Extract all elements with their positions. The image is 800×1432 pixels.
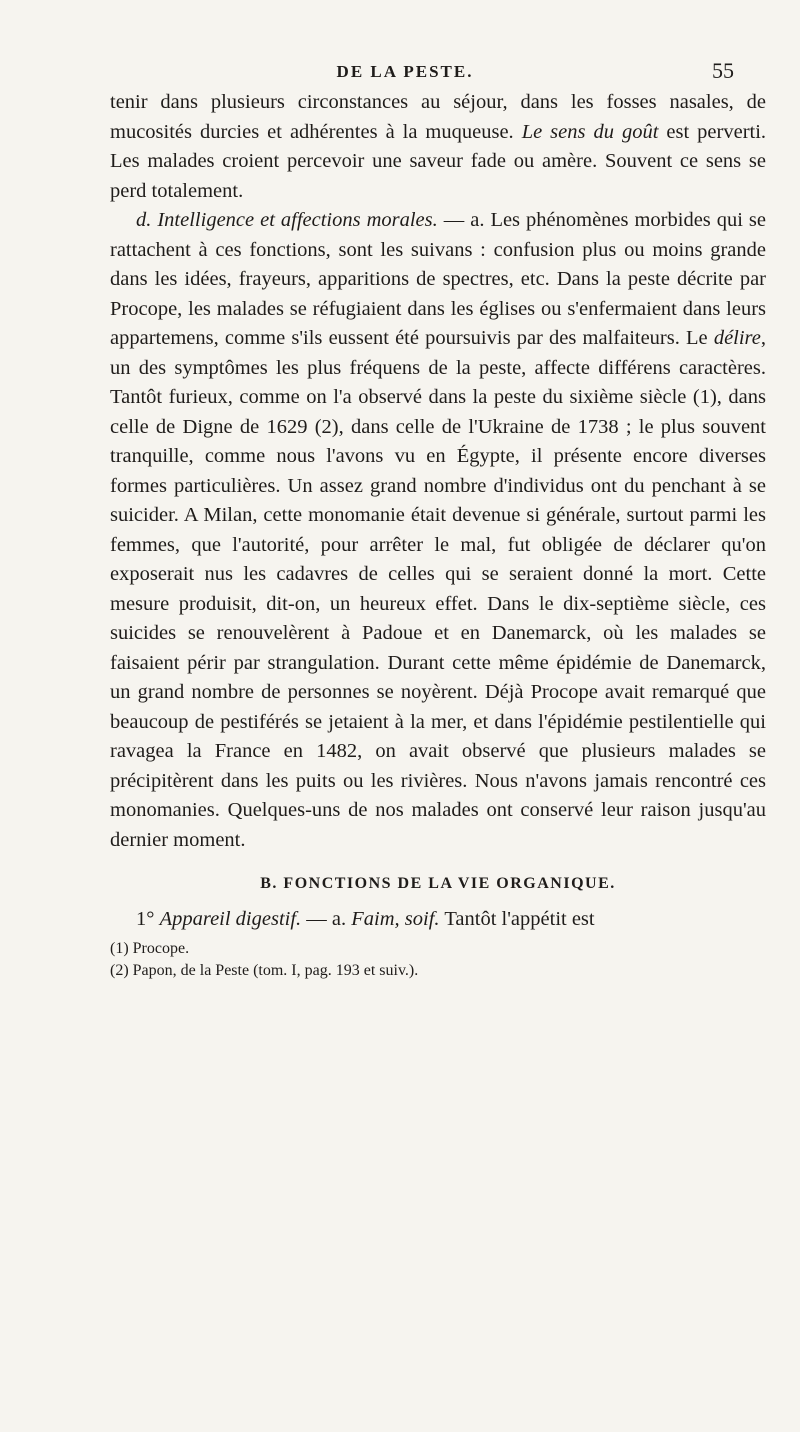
footnotes bbox=[110, 938, 766, 982]
paragraph-text: est perverti. Les malades croient percevoir une saveur fade ou amère. Souvent ce sens se perd totalement. bbox=[110, 120, 767, 202]
body-text bbox=[110, 88, 766, 982]
section-heading: B. FONCTIONS DE LA VIE ORGANIQUE. bbox=[260, 875, 616, 892]
paragraph-text: , un des symptômes les plus fréquens de la peste, affecte différens caractères. Tantôt furieux, comme on l'a observé dans la peste du sixième siècle (1), dans celle de Digne de 1629 (2), dans celle de l'Ukraine de 1738 ; le plus souvent tranquille, comme nous l'avons vu en Égypte, il présente encore diverses formes particulières. Un assez grand nombre d'individus ont du penchant à se suicider. A Milan, cette monomanie était devenue si générale, surtout parmi les femmes, que l'autorité, pour arrêter le mal, fut obligée de déclarer qu'on exposerait nus les cadavres de celles qui se seraient donné la mort. Cette mesure produisit, dit-on, un heureux effet. Dans le dix-septième siècle, ces suicides se renouvelèrent à Padoue et en Danemarck, où les malades se faisaient périr par strangulation. Durant cette même épidémie de Danemarck, un grand nombre de personnes se noyèrent. Déjà Procope avait remarqué que beaucoup de pestiférés se jetaient à la mer, et dans l'épidémie pestilentielle qui ravagea la France en 1482, on avait observé que plusieurs malades se précipitèrent dans les puits ou les rivières. Nous n'avons jamais rencontré ces monomanies. Quelques-uns de nos malades ont conservé leur raison jusqu'au dernier moment. bbox=[110, 327, 766, 851]
subsection-label: d. bbox=[136, 209, 152, 231]
page-number: 55 bbox=[712, 58, 734, 83]
italic-word: délire bbox=[713, 327, 761, 349]
subsection-title: Faim, soif. bbox=[351, 907, 440, 930]
paragraph-text: tenir dans plusieurs circonstances au séjour, dans les fosses nasales, de mucosités durcies et adhérentes à la muqueuse. bbox=[110, 91, 766, 143]
subsection-title: Intelligence et affections morales. bbox=[157, 209, 438, 231]
item-number: 1° bbox=[136, 907, 155, 930]
subsection-marker: — a. bbox=[443, 209, 485, 231]
footnote-1: (1) Procope. bbox=[110, 940, 190, 957]
paragraph-text: Tantôt l'appétit est bbox=[444, 907, 595, 930]
subsection-marker: — a. bbox=[306, 907, 347, 930]
footnote-2: (2) Papon, de la Peste (tom. I, pag. 193 et suiv.). bbox=[110, 962, 419, 979]
running-head bbox=[50, 58, 760, 88]
paragraph-sense-of-taste bbox=[110, 88, 766, 206]
subsection-title: Appareil digestif. bbox=[159, 907, 302, 930]
running-title: DE LA PESTE. bbox=[336, 62, 474, 81]
paragraph-intelligence bbox=[110, 206, 766, 855]
italic-phrase: Le sens du goût bbox=[521, 120, 659, 143]
paragraph-digestive bbox=[110, 905, 766, 935]
paragraph-text: Les phénomènes morbides qui se rattachent à ces fonctions, sont les suivans : confusion plus ou moins grande dans les idées, frayeurs, apparitions de spectres, etc. Dans la peste décrite par Procope, les malades se réfugiaient dans les églises ou s'enfermaient dans leurs appartemens, comme s'ils eussent été poursuivis par des malfaiteurs. Le bbox=[110, 209, 767, 349]
